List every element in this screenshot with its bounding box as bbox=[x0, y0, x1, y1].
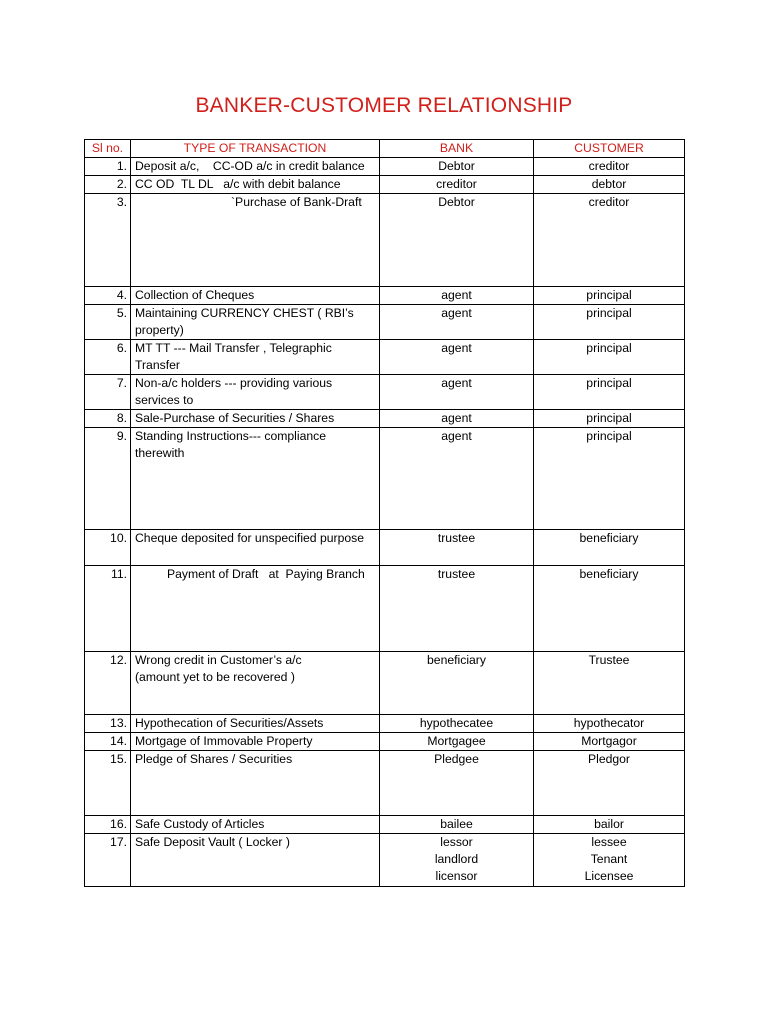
table-row bbox=[85, 410, 685, 428]
customer-cell: debtor bbox=[534, 176, 685, 194]
customer-cell: beneficiary bbox=[534, 530, 685, 566]
transaction-cell: `Purchase of Bank-Draft bbox=[131, 194, 380, 287]
table-row bbox=[85, 194, 685, 287]
bank-line: licensor bbox=[435, 869, 478, 883]
header-bank: BANK bbox=[380, 140, 534, 158]
sl-no-cell: 10. bbox=[85, 530, 131, 566]
sl-no-cell: 5. bbox=[85, 305, 131, 340]
transaction-cell: Safe Custody of Articles bbox=[131, 816, 380, 834]
sl-no-cell: 13. bbox=[85, 715, 131, 733]
bank-cell: Pledgee bbox=[380, 751, 534, 816]
transaction-cell: CC OD TL DL a/c with debit balance bbox=[131, 176, 380, 194]
transaction-cell: MT TT --- Mail Transfer , Telegraphic Transfer bbox=[131, 340, 380, 375]
bank-cell: beneficiary bbox=[380, 652, 534, 715]
bank-cell: agent bbox=[380, 428, 534, 530]
customer-cell: hypothecator bbox=[534, 715, 685, 733]
sl-no-cell: 3. bbox=[85, 194, 131, 287]
table-row bbox=[85, 816, 685, 834]
bank-line: landlord bbox=[434, 852, 479, 866]
table-row bbox=[85, 305, 685, 340]
table-row bbox=[85, 652, 685, 715]
sl-no-cell: 7. bbox=[85, 375, 131, 410]
bank-cell: agent bbox=[380, 305, 534, 340]
sl-no-cell: 4. bbox=[85, 287, 131, 305]
table-row bbox=[85, 530, 685, 566]
transaction-cell: Standing Instructions--- compliance therewith bbox=[131, 428, 380, 530]
sl-no-cell: 12. bbox=[85, 652, 131, 715]
header-customer: CUSTOMER bbox=[534, 140, 685, 158]
bank-cell: trustee bbox=[380, 566, 534, 652]
transaction-cell: Deposit a/c, CC-OD a/c in credit balance bbox=[131, 158, 380, 176]
bank-cell: Mortgagee bbox=[380, 733, 534, 751]
bank-cell: agent bbox=[380, 340, 534, 375]
bank-line: lessor bbox=[440, 835, 473, 849]
table-row bbox=[85, 834, 685, 887]
table-row bbox=[85, 566, 685, 652]
customer-cell: principal bbox=[534, 305, 685, 340]
sl-no-cell: 6. bbox=[85, 340, 131, 375]
transaction-cell bbox=[131, 652, 380, 715]
customer-cell: creditor bbox=[534, 194, 685, 287]
transaction-cell: Pledge of Shares / Securities bbox=[131, 751, 380, 816]
bank-cell: hypothecatee bbox=[380, 715, 534, 733]
header-type-of-transaction: TYPE OF TRANSACTION bbox=[131, 140, 380, 158]
customer-cell: bailor bbox=[534, 816, 685, 834]
sl-no-cell: 9. bbox=[85, 428, 131, 530]
bank-cell bbox=[380, 834, 534, 887]
table-row bbox=[85, 715, 685, 733]
table-row bbox=[85, 375, 685, 410]
transaction-cell: Maintaining CURRENCY CHEST ( RBI’s property) bbox=[131, 305, 380, 340]
bank-cell: creditor bbox=[380, 176, 534, 194]
transaction-cell: Non-a/c holders --- providing various services to bbox=[131, 375, 380, 410]
customer-cell: Trustee bbox=[534, 652, 685, 715]
sl-no-cell: 16. bbox=[85, 816, 131, 834]
bank-cell: trustee bbox=[380, 530, 534, 566]
bank-cell: bailee bbox=[380, 816, 534, 834]
bank-cell: agent bbox=[380, 410, 534, 428]
table-row bbox=[85, 340, 685, 375]
customer-line: Licensee bbox=[584, 869, 634, 883]
transaction-cell: Mortgage of Immovable Property bbox=[131, 733, 380, 751]
transaction-cell: Safe Deposit Vault ( Locker ) bbox=[131, 834, 380, 887]
sl-no-cell: 2. bbox=[85, 176, 131, 194]
table-header-row bbox=[85, 140, 685, 158]
bank-cell: agent bbox=[380, 287, 534, 305]
table-row bbox=[85, 751, 685, 816]
header-sl-no: Sl no. bbox=[85, 140, 131, 158]
customer-line: lessee bbox=[591, 835, 627, 849]
transaction-cell: Hypothecation of Securities/Assets bbox=[131, 715, 380, 733]
customer-cell: principal bbox=[534, 428, 685, 530]
table-row bbox=[85, 733, 685, 751]
customer-cell: principal bbox=[534, 287, 685, 305]
sl-no-cell: 1. bbox=[85, 158, 131, 176]
customer-cell: principal bbox=[534, 410, 685, 428]
sl-no-cell: 17. bbox=[85, 834, 131, 887]
table-row bbox=[85, 428, 685, 530]
page-title: BANKER-CUSTOMER RELATIONSHIP bbox=[195, 94, 573, 117]
transaction-cell: Payment of Draft at Paying Branch bbox=[131, 566, 380, 652]
relationship-table bbox=[84, 139, 685, 887]
bank-cell: Debtor bbox=[380, 194, 534, 287]
table-row bbox=[85, 158, 685, 176]
sl-no-cell: 14. bbox=[85, 733, 131, 751]
bank-cell: Debtor bbox=[380, 158, 534, 176]
bank-cell: agent bbox=[380, 375, 534, 410]
customer-cell: Mortgagor bbox=[534, 733, 685, 751]
transaction-line: (amount yet to be recovered ) bbox=[135, 670, 295, 684]
sl-no-cell: 11. bbox=[85, 566, 131, 652]
customer-cell: Pledgor bbox=[534, 751, 685, 816]
transaction-cell: Sale-Purchase of Securities / Shares bbox=[131, 410, 380, 428]
customer-cell: principal bbox=[534, 375, 685, 410]
table-row bbox=[85, 287, 685, 305]
transaction-line: Wrong credit in Customer’s a/c bbox=[135, 653, 302, 667]
customer-cell: beneficiary bbox=[534, 566, 685, 652]
transaction-cell: Collection of Cheques bbox=[131, 287, 380, 305]
customer-line: Tenant bbox=[590, 852, 628, 866]
transaction-cell: Cheque deposited for unspecified purpose bbox=[131, 530, 380, 566]
customer-cell: principal bbox=[534, 340, 685, 375]
customer-cell bbox=[534, 834, 685, 887]
sl-no-cell: 15. bbox=[85, 751, 131, 816]
customer-cell: creditor bbox=[534, 158, 685, 176]
table-row bbox=[85, 176, 685, 194]
sl-no-cell: 8. bbox=[85, 410, 131, 428]
